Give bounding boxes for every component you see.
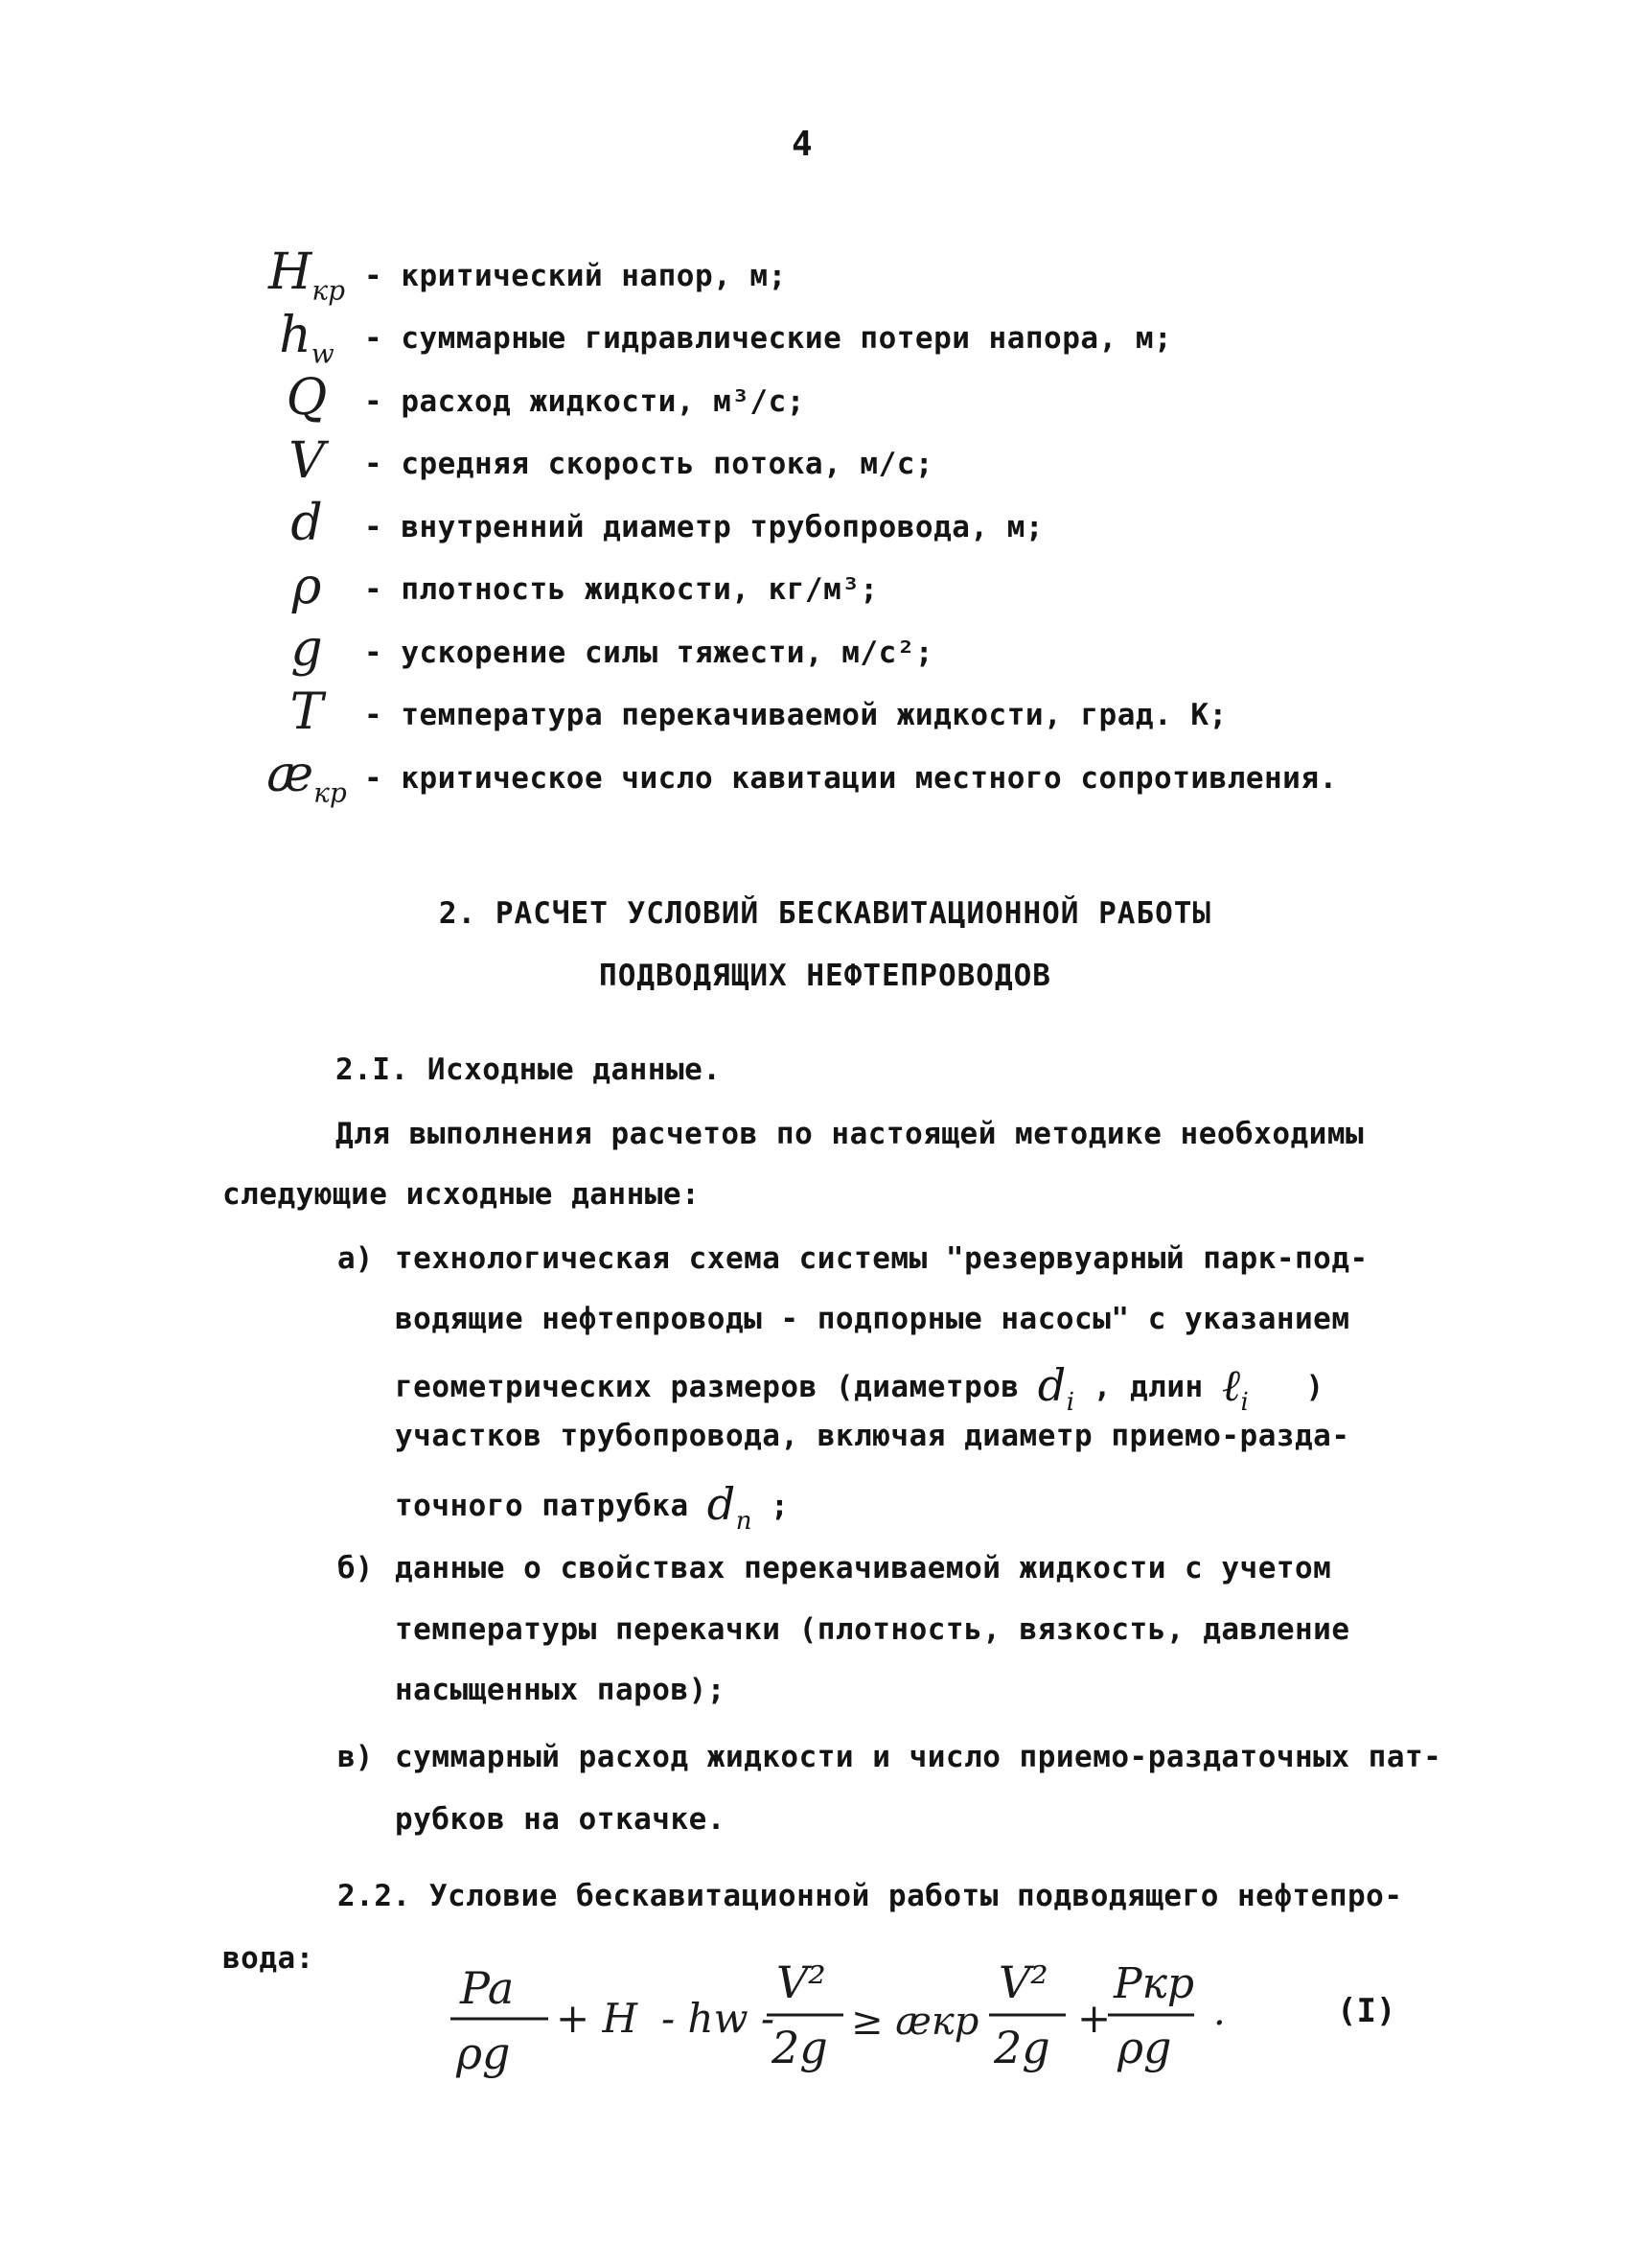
symbol-h-kr: $H_{кр}$	[267, 243, 345, 307]
definition-row	[249, 496, 1495, 559]
formula-rho-g: ρg	[1117, 2022, 1172, 2073]
definition-row	[249, 684, 1495, 748]
definition-text: - критический напор, м;	[364, 258, 787, 293]
list-item-line: водящие нефтепроводы - подпорные насосы" с указанием	[395, 1302, 1350, 1336]
intro-paragraph-line: Для выполнения расчетов по настоящей методике необходимы	[335, 1117, 1365, 1151]
formula-2g: 2g	[771, 2022, 828, 2073]
list-marker: б)	[337, 1551, 374, 1585]
definition-row	[249, 747, 1495, 810]
definition-text: - температура перекачиваемой жидкости, град. К;	[364, 698, 1228, 733]
symbol-d-p: $d_п$	[706, 1478, 752, 1537]
symbol-ae-kr: $æ_{кр}$	[266, 746, 347, 809]
list-item-line: насыщенных паров);	[395, 1673, 725, 1707]
formula-pa: Pa	[460, 1962, 515, 2014]
formula-plus-h: + H	[556, 1995, 638, 2042]
intro-paragraph-line: следующие исходные данные:	[222, 1177, 701, 1212]
equation-number: (I)	[1337, 1992, 1396, 2030]
definition-text: - расход жидкости, м³/с;	[364, 383, 805, 419]
list-item-line: данные о свойствах перекачиваемой жидкости с учетом	[395, 1551, 1332, 1585]
formula-p-kr: Pкр	[1114, 1959, 1195, 2008]
definition-row	[249, 244, 1495, 308]
symbol-d: d	[290, 495, 323, 553]
formula-rho-g: ρg	[456, 2027, 511, 2079]
symbol-h-w: $h_w$	[279, 306, 334, 369]
formula-plus: +	[1077, 1995, 1112, 2042]
definition-text: - критическое число кавитации местного сопротивления.	[364, 760, 1338, 796]
list-item-line: участков трубопровода, включая диаметр приемо-разда-	[395, 1419, 1350, 1453]
symbol-q: Q	[286, 369, 328, 428]
symbol-d-i: $d_i$	[1037, 1359, 1075, 1418]
list-item-line: суммарный расход жидкости и число приемо-раздаточных пат-	[395, 1740, 1442, 1774]
list-item-line: температуры перекачки (плотность, вязкость, давление	[395, 1612, 1350, 1647]
list-marker: а)	[337, 1241, 374, 1276]
symbol-g: g	[290, 620, 323, 679]
formula-2g: 2g	[994, 2022, 1050, 2073]
formula-minus-hw: - hw -	[661, 1995, 775, 2042]
page-number: 4	[792, 125, 813, 164]
definition-text: - суммарные гидравлические потери напора, м;	[364, 321, 1173, 357]
symbol-v: V	[288, 431, 325, 490]
formula-v2: V²	[776, 1956, 826, 2008]
definition-row	[249, 370, 1495, 433]
symbol-rho: ρ	[291, 557, 322, 615]
definition-row	[249, 308, 1495, 371]
definition-text: - плотность жидкости, кг/м³;	[364, 572, 879, 608]
list-item-line: технологическая схема системы "резервуарный парк-под-	[395, 1241, 1369, 1276]
section-title: 2. РАСЧЕТ УСЛОВИЙ БЕСКАВИТАЦИОННОЙ РАБОТЫ	[438, 896, 1212, 931]
formula-bescavitation-condition	[441, 1956, 1246, 2090]
section-subtitle: ПОДВОДЯЩИХ НЕФТЕПРОВОДОВ	[599, 959, 1051, 993]
list-marker: в)	[337, 1740, 374, 1774]
formula-end-dot: .	[1213, 1990, 1226, 2034]
subsection-heading-2-2: 2.2. Условие бескавитационной работы подводящего нефтепро-	[337, 1879, 1403, 1913]
definition-text: - внутренний диаметр трубопровода, м;	[364, 509, 1045, 544]
symbol-t: T	[289, 683, 324, 741]
list-item-line: рубков на откачке.	[395, 1802, 725, 1837]
formula-graphic	[441, 1956, 1246, 2090]
symbol-l-i: ℓ$_i$	[1221, 1359, 1250, 1418]
definition-row	[249, 433, 1495, 497]
subsection-heading-2-2-cont: вода:	[222, 1941, 314, 1976]
formula-geq-ae-kr: ≥ æкр	[851, 2000, 979, 2044]
definition-row	[249, 621, 1495, 684]
list-item-line: геометрических размеров (диаметров $d_i$ , длин ℓ$_i$ )	[395, 1359, 1324, 1418]
definition-row	[249, 559, 1495, 622]
list-item-line: точного патрубка $d_п$ ;	[395, 1478, 790, 1537]
definition-text: - ускорение силы тяжести, м/с²;	[364, 635, 934, 670]
symbol-definitions-list	[249, 244, 1495, 810]
subsection-heading-2-1: 2.I. Исходные данные.	[335, 1053, 722, 1087]
formula-v2: V²	[999, 1956, 1048, 2008]
definition-text: - средняя скорость потока, м/с;	[364, 447, 934, 482]
